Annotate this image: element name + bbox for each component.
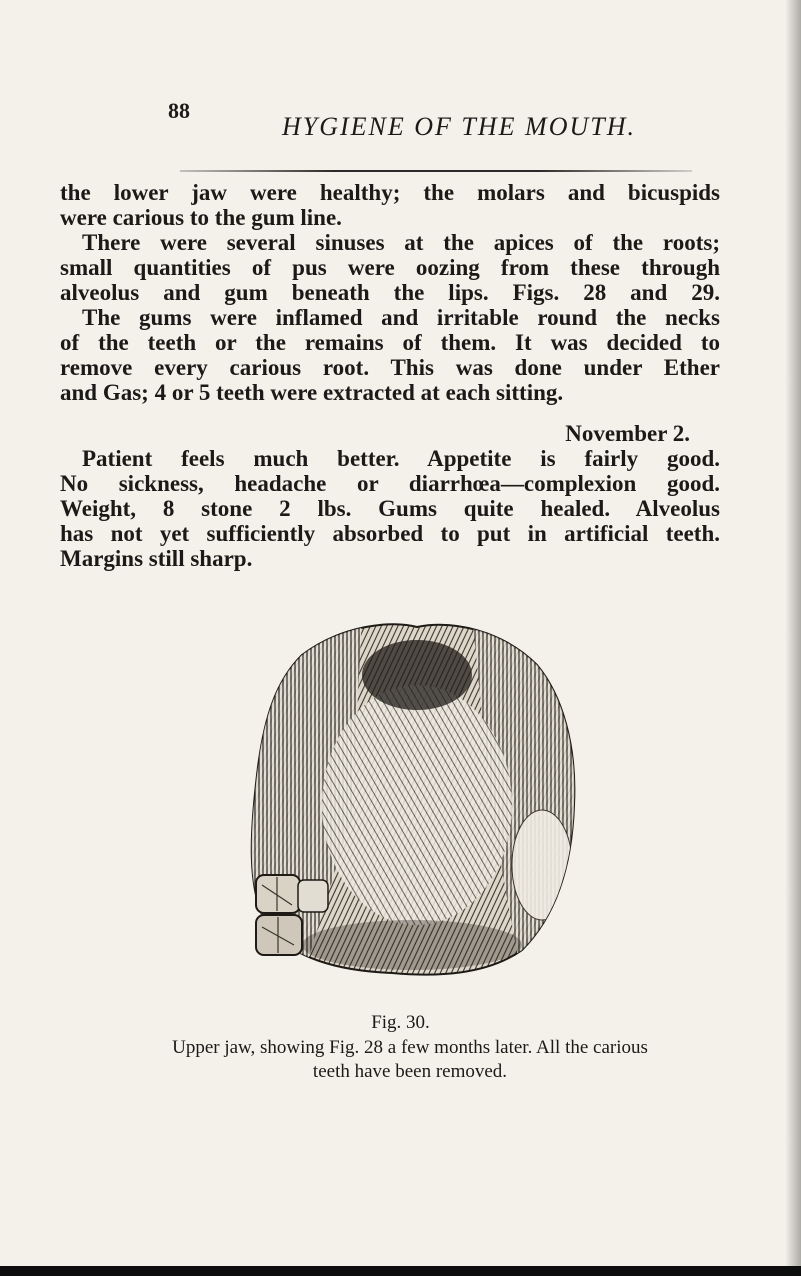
text-line: No sickness, headache or diarrhœa—complexion good.: [60, 471, 720, 496]
caption-line: Upper jaw, showing Fig. 28 a few months later. All the carious: [172, 1037, 648, 1058]
paragraph: [60, 180, 720, 230]
text-line: has not yet sufficiently absorbed to put in artificial teeth.: [60, 521, 720, 546]
text-line: alveolus and gum beneath the lips. Figs. 28 and 29.: [60, 280, 720, 305]
text-line: Weight, 8 stone 2 lbs. Gums quite healed. Alveolus: [60, 496, 720, 521]
text-line: The gums were inflamed and irritable round the necks: [82, 305, 720, 330]
text-line: of the teeth or the remains of them. It was decided to: [60, 330, 720, 355]
text-line: were carious to the gum line.: [60, 205, 342, 230]
page-number: 88: [168, 98, 190, 123]
text-line: remove every carious root. This was done under Ether: [60, 355, 720, 380]
text-line: Patient feels much better. Appetite is fairly good.: [82, 446, 720, 471]
page-edge-shadow: [785, 0, 801, 1276]
paragraph: [60, 230, 720, 305]
entry-date: November 2.: [565, 421, 690, 446]
header-rule: [180, 170, 692, 172]
text-line: There were several sinuses at the apices of the roots;: [82, 230, 720, 255]
figure-caption: [80, 1036, 740, 1084]
paragraph: [60, 446, 720, 571]
caption-line: teeth have been removed.: [312, 1061, 508, 1082]
figure-label: Fig. 30.: [371, 1012, 430, 1033]
text-line: small quantities of pus were oozing from these through: [60, 255, 720, 280]
scan-bottom-edge: [0, 1266, 801, 1276]
text-line: Margins still sharp.: [60, 546, 253, 571]
paragraph: [60, 305, 720, 405]
text-line: the lower jaw were healthy; the molars and bicuspids: [60, 180, 720, 205]
upper-jaw-illustration: [242, 615, 587, 980]
text-line: and Gas; 4 or 5 teeth were extracted at each sitting.: [60, 380, 564, 405]
body-text: [60, 180, 720, 571]
running-head: HYGIENE OF THE MOUTH.: [282, 112, 636, 141]
